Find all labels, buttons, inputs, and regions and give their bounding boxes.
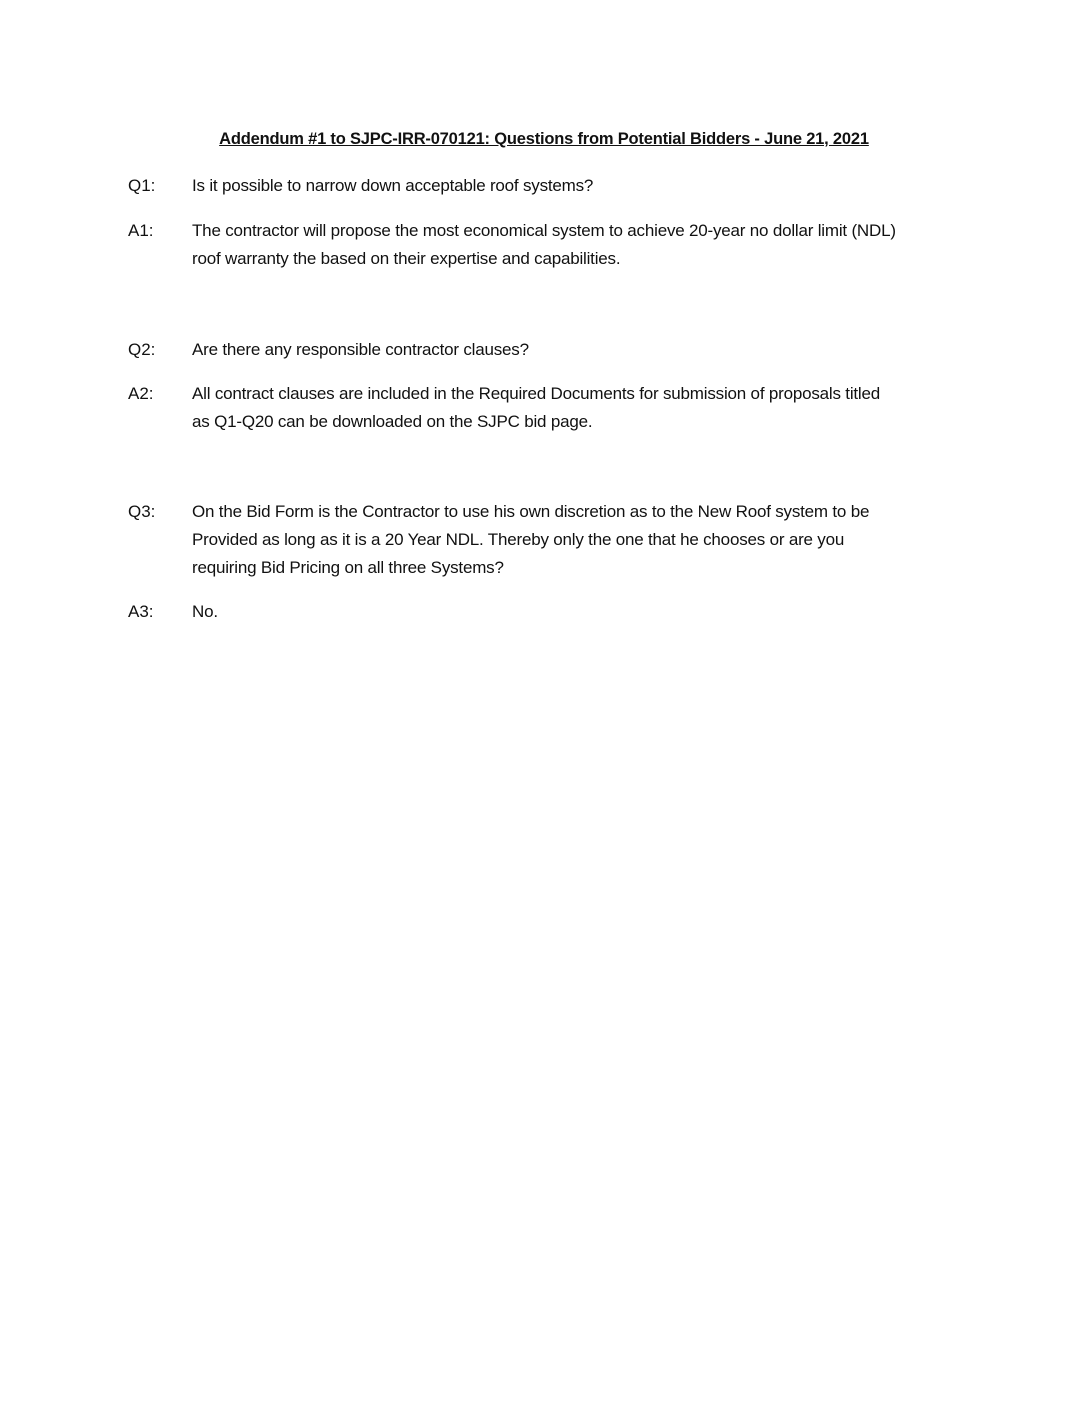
question-label: Q3: xyxy=(128,502,156,521)
question-label: Q1: xyxy=(128,176,156,195)
answer-label: A2: xyxy=(128,384,154,403)
question-label: Q2: xyxy=(128,340,156,359)
question-text: Is it possible to narrow down acceptable roof systems? xyxy=(192,176,594,195)
answer-text: No. xyxy=(192,602,218,621)
question-1 xyxy=(128,172,968,200)
question-2 xyxy=(128,336,968,364)
question-text: Are there any responsible contractor clauses? xyxy=(192,340,529,359)
document-title: Addendum #1 to SJPC-IRR-070121: Questions from Potential Bidders - June 21, 2021 xyxy=(219,130,869,148)
answer-text: All contract clauses are included in the Required Documents for submission of proposals titled as Q1-Q20 can be downloaded on the SJPC bid page. xyxy=(192,384,881,431)
question-text: On the Bid Form is the Contractor to use his own discretion as to the New Roof system to be Provided as long as it is a 20 Year NDL. Thereby only the one that he chooses or are you requiring Bid Pricing on all three Systems? xyxy=(192,502,870,577)
answer-1 xyxy=(128,217,968,273)
question-3 xyxy=(128,498,968,582)
answer-2 xyxy=(128,380,968,436)
answer-label: A3: xyxy=(128,602,154,621)
answer-label: A1: xyxy=(128,221,154,240)
answer-3 xyxy=(128,598,968,626)
answer-text: The contractor will propose the most economical system to achieve 20-year no dollar limit (NDL) roof warranty the based on their expertise and capabilities. xyxy=(192,221,896,268)
